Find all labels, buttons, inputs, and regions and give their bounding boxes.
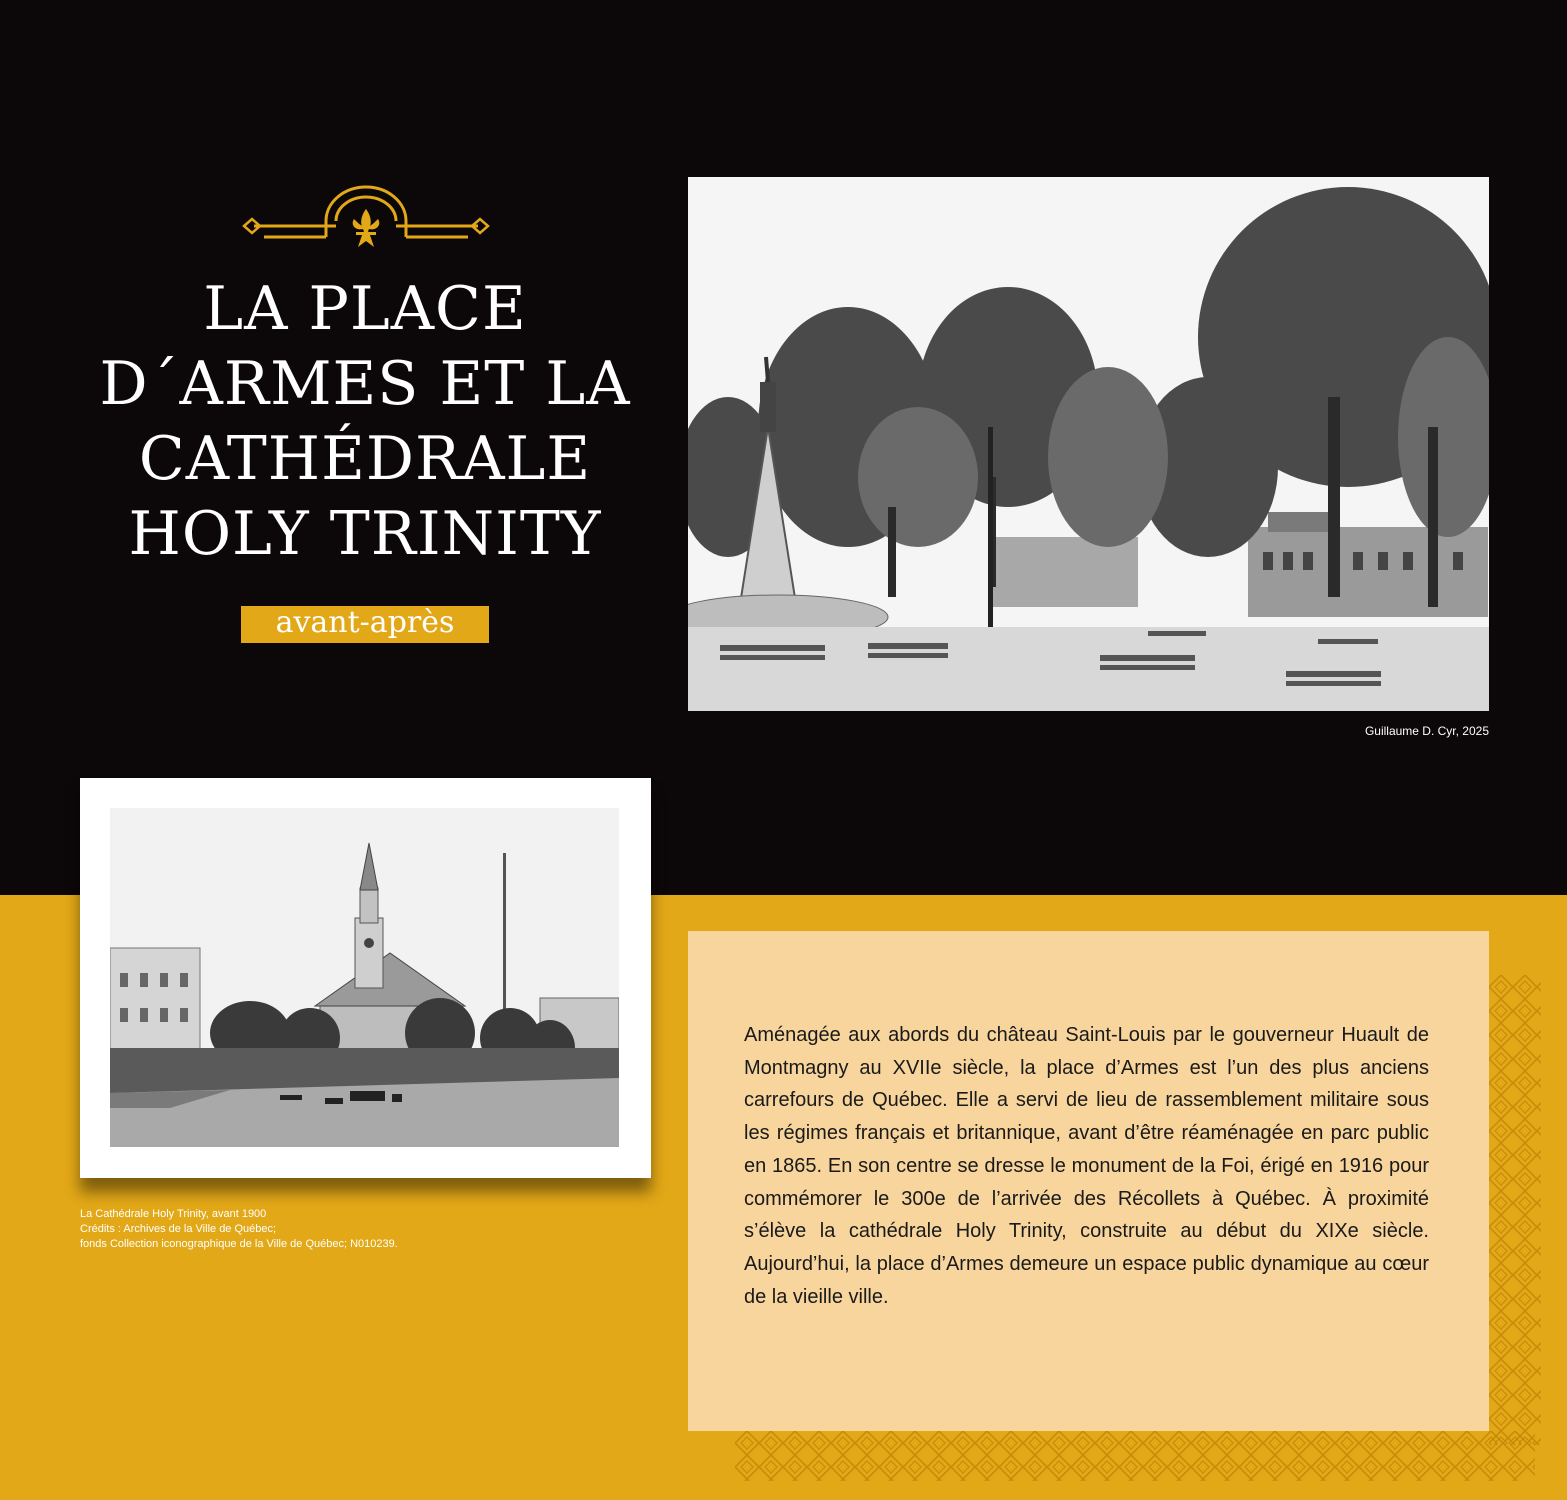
subtitle-badge: avant-après xyxy=(241,606,489,643)
caption-line-2: Crédits : Archives de la Ville de Québec; xyxy=(80,1223,277,1235)
modern-photo xyxy=(688,177,1489,711)
caption-line-3: fonds Collection iconographique de la Ville de Québec; N010239. xyxy=(80,1238,398,1250)
description-box xyxy=(688,931,1489,1431)
title-line-1: LA PLACE xyxy=(203,274,527,344)
decorative-pattern-bottom xyxy=(735,1431,1535,1481)
description-text: Aménagée aux abords du château Saint-Louis par le gouverneur Huault de Montmagny au XVIIe siècle, la place d’Armes est l’un des plus anciens carrefours de Québec. Elle a servi de lieu de rassemblement militaire sous les régimes français et britannique, avant d’être réaménagée en parc public en 1865. En son centre se dresse le monument de la Foi, érigé en 1916 pour commémorer le 300e de l’arrivée des Récollets à Québec. À proximité s’élève la cathédrale Holy Trinity, construite au début du XIXe siècle. Aujourd’hui, la place d’Armes demeure un espace public dynamique au cœur de la vieille ville. xyxy=(744,1024,1429,1308)
historic-photo-illustration xyxy=(110,808,619,1147)
title-line-3: CATHÉDRALE xyxy=(138,424,592,494)
page-title xyxy=(40,272,690,572)
historic-photo xyxy=(110,808,619,1147)
historic-photo-frame xyxy=(80,778,651,1178)
title-line-4: HOLY TRINITY xyxy=(128,499,602,569)
caption-line-1: La Cathédrale Holy Trinity, avant 1900 xyxy=(80,1208,267,1220)
fleur-de-lis-icon xyxy=(238,185,494,255)
modern-photo-illustration xyxy=(688,177,1489,711)
modern-photo-credit: Guillaume D. Cyr, 2025 xyxy=(1364,724,1489,738)
decorative-pattern-right xyxy=(1489,975,1541,1445)
historic-photo-caption xyxy=(80,1207,600,1252)
title-line-2: D´ARMES ET LA xyxy=(99,349,631,419)
